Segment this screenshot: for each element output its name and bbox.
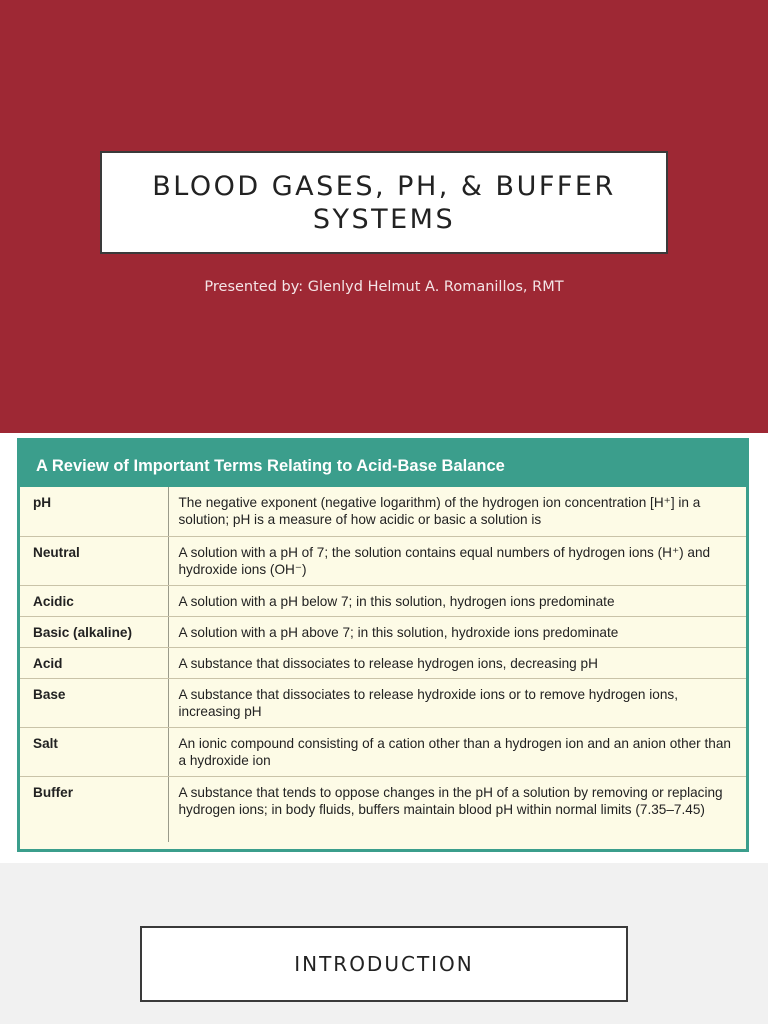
definition-cell: A solution with a pH below 7; in this solution, hydrogen ions predominate xyxy=(168,585,746,616)
title-slide xyxy=(0,0,768,433)
table-title: A Review of Important Terms Relating to Acid-Base Balance xyxy=(20,441,746,487)
table-row xyxy=(20,585,746,616)
term-cell: Basic (alkaline) xyxy=(20,616,168,647)
definition-cell: A solution with a pH of 7; the solution contains equal numbers of hydrogen ions (H⁺) and hydroxide ions (OH⁻) xyxy=(168,536,746,585)
intro-title-box xyxy=(140,926,628,1002)
term-cell: pH xyxy=(20,487,168,536)
intro-title: INTRODUCTION xyxy=(294,952,474,976)
table-row xyxy=(20,678,746,727)
table-row xyxy=(20,776,746,842)
table-row xyxy=(20,647,746,678)
table-row xyxy=(20,616,746,647)
term-cell: Salt xyxy=(20,727,168,776)
table-row xyxy=(20,536,746,585)
term-cell: Acidic xyxy=(20,585,168,616)
definition-cell: The negative exponent (negative logarithm) of the hydrogen ion concentration [H⁺] in a solution; pH is a measure of how acidic or basic a solution is xyxy=(168,487,746,536)
definition-cell: A substance that dissociates to release hydrogen ions, decreasing pH xyxy=(168,647,746,678)
title-box xyxy=(100,151,668,254)
term-cell: Acid xyxy=(20,647,168,678)
presenter-subtitle: Presented by: Glenlyd Helmut A. Romanillos, RMT xyxy=(204,279,564,295)
definition-cell: A substance that tends to oppose changes in the pH of a solution by removing or replacing hydrogen ions; in body fluids, buffers maintain blood pH within normal limits (7.35–7.45) xyxy=(178,784,723,817)
terms-slide xyxy=(0,433,768,863)
introduction-slide xyxy=(0,863,768,1024)
definition-cell: An ionic compound consisting of a cation other than a hydrogen ion and an anion other than a hydroxide ion xyxy=(168,727,746,776)
slide-title: BLOOD GASES, PH, & BUFFER SYSTEMS xyxy=(152,170,616,235)
definition-cell: A solution with a pH above 7; in this solution, hydroxide ions predominate xyxy=(168,616,746,647)
term-cell: Buffer xyxy=(20,776,168,842)
table-row xyxy=(20,727,746,776)
definition-cell: A substance that dissociates to release hydroxide ions or to remove hydrogen ions, increasing pH xyxy=(168,678,746,727)
term-cell: Neutral xyxy=(20,536,168,585)
terms-table-frame xyxy=(17,438,749,852)
terms-table xyxy=(20,487,746,842)
term-cell: Base xyxy=(20,678,168,727)
table-row xyxy=(20,487,746,536)
